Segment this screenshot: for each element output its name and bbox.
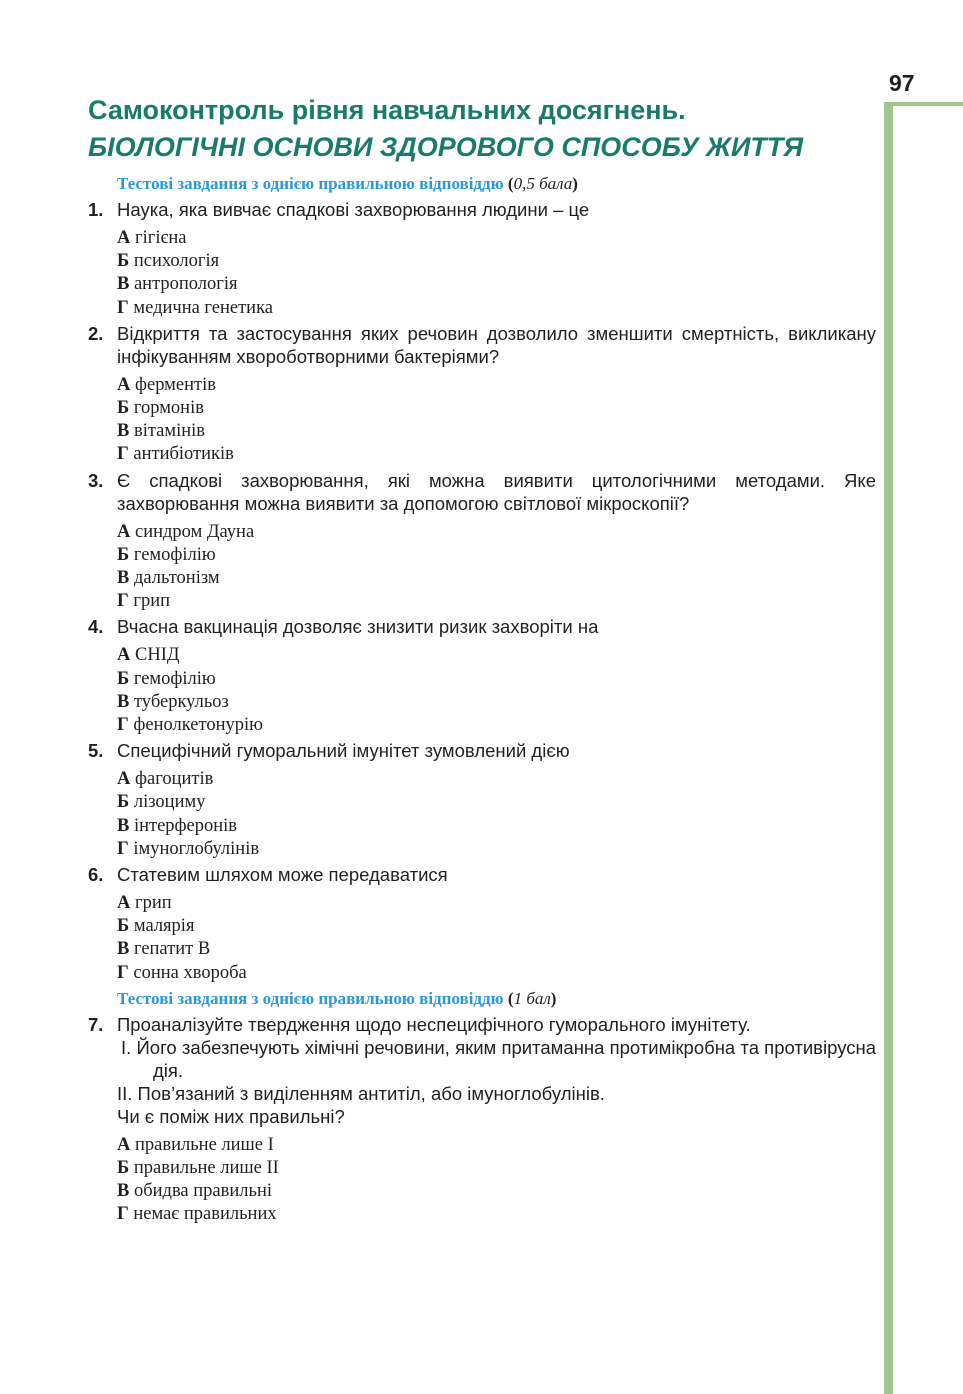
question-3 bbox=[88, 469, 876, 515]
section-points: (0,5 бала) bbox=[503, 174, 578, 193]
question-number: 4. bbox=[88, 616, 104, 638]
question-number: 6. bbox=[88, 864, 104, 886]
section-label: Тестові завдання з однією правильною відповіддю bbox=[117, 988, 504, 1008]
options-5 bbox=[117, 768, 876, 861]
statement-2: ІІ. Пов’язаний з виділенням антитіл, або імуноглобулінів. bbox=[117, 1082, 605, 1104]
options-7 bbox=[117, 1134, 876, 1227]
option-b: Б правильне лише ІІ bbox=[117, 1158, 279, 1179]
question-number: 3. bbox=[88, 469, 104, 491]
question-6 bbox=[88, 863, 876, 886]
page-number: 97 bbox=[889, 70, 915, 96]
option-a: А фагоцитів bbox=[117, 769, 214, 790]
option-c: В вітамінів bbox=[117, 421, 205, 442]
option-b: Б малярія bbox=[117, 916, 195, 937]
option-c: В туберкульоз bbox=[117, 691, 229, 712]
statement-1: І. Його забезпечують хімічні речовини, яким притаманна протимікробна та противірусна дія. bbox=[121, 1036, 876, 1081]
question-text: Специфічний гуморальний імунітет зумовлений дією bbox=[117, 740, 570, 762]
question-4 bbox=[88, 615, 876, 638]
test-content bbox=[88, 172, 876, 1229]
option-b: Б гемофілію bbox=[117, 544, 216, 565]
option-a: А СНІД bbox=[117, 645, 180, 666]
question-2 bbox=[88, 322, 876, 368]
question-text: Відкриття та застосування яких речовин дозволило зменшити смертність, викликану інфікуванням хвороботворними бактеріями? bbox=[117, 322, 876, 367]
option-d: Г медична генетика bbox=[117, 297, 274, 318]
option-c: В гепатит B bbox=[117, 939, 211, 960]
options-4 bbox=[117, 644, 876, 737]
question-7 bbox=[88, 1013, 876, 1128]
section-header-2 bbox=[117, 987, 876, 1011]
question-text: Вчасна вакцинація дозволяє знизити ризик захворіти на bbox=[117, 616, 599, 638]
margin-bar-top bbox=[884, 102, 963, 106]
section-label: Тестові завдання з однією правильною відповіддю bbox=[117, 174, 504, 193]
option-d: Г фенолкетонурію bbox=[117, 715, 263, 736]
question-number: 5. bbox=[88, 740, 104, 762]
option-a: А грип bbox=[117, 893, 172, 914]
option-d: Г сонна хвороба bbox=[117, 962, 247, 983]
option-a: А ферментів bbox=[117, 374, 216, 395]
option-c: В дальтонізм bbox=[117, 568, 220, 589]
page-subtitle: БІОЛОГІЧНІ ОСНОВИ ЗДОРОВОГО СПОСОБУ ЖИТТЯ bbox=[88, 132, 804, 162]
options-2 bbox=[117, 374, 876, 467]
question-text: Статевим шляхом може передаватися bbox=[117, 864, 448, 886]
margin-bar-side bbox=[884, 102, 893, 1394]
question-text: Проаналізуйте твердження щодо неспецифічного гуморального імунітету. bbox=[117, 1013, 751, 1035]
options-3 bbox=[117, 521, 876, 614]
question-number: 1. bbox=[88, 199, 104, 220]
option-d: Г імуноглобулінів bbox=[117, 838, 260, 859]
option-a: А гігієна bbox=[117, 228, 187, 248]
question-number: 2. bbox=[88, 322, 104, 344]
option-b: Б психологія bbox=[117, 251, 220, 272]
options-1 bbox=[117, 227, 876, 320]
option-c: В антропологія bbox=[117, 274, 238, 295]
options-6 bbox=[117, 892, 876, 985]
section-header-1 bbox=[117, 172, 876, 196]
option-b: Б лізоциму bbox=[117, 792, 206, 813]
option-b: Б гемофілію bbox=[117, 668, 216, 689]
option-d: Г немає правильних bbox=[117, 1204, 277, 1225]
question-5 bbox=[88, 739, 876, 762]
question-text: Є спадкові захворювання, які можна виявити цитологічними методами. Яке захворювання можна виявити за допомогою світлової мікроскопії? bbox=[117, 469, 876, 514]
option-d: Г грип bbox=[117, 591, 171, 612]
option-d: Г антибіотиків bbox=[117, 444, 234, 465]
question-number: 7. bbox=[88, 1013, 104, 1035]
option-a: А синдром Дауна bbox=[117, 521, 255, 542]
question-1 bbox=[88, 198, 876, 221]
page-title: Самоконтроль рівня навчальних досягнень. bbox=[88, 95, 686, 125]
option-a: А правильне лише І bbox=[117, 1134, 274, 1155]
question-text: Наука, яка вивчає спадкові захворювання людини – це bbox=[117, 199, 590, 220]
option-c: В обидва правильні bbox=[117, 1181, 272, 1202]
section-points: (1 бал) bbox=[503, 988, 557, 1008]
option-c: В інтерферонів bbox=[117, 815, 238, 836]
question-line: Чи є поміж них правильні? bbox=[117, 1105, 345, 1127]
option-b: Б гормонів bbox=[117, 398, 204, 419]
